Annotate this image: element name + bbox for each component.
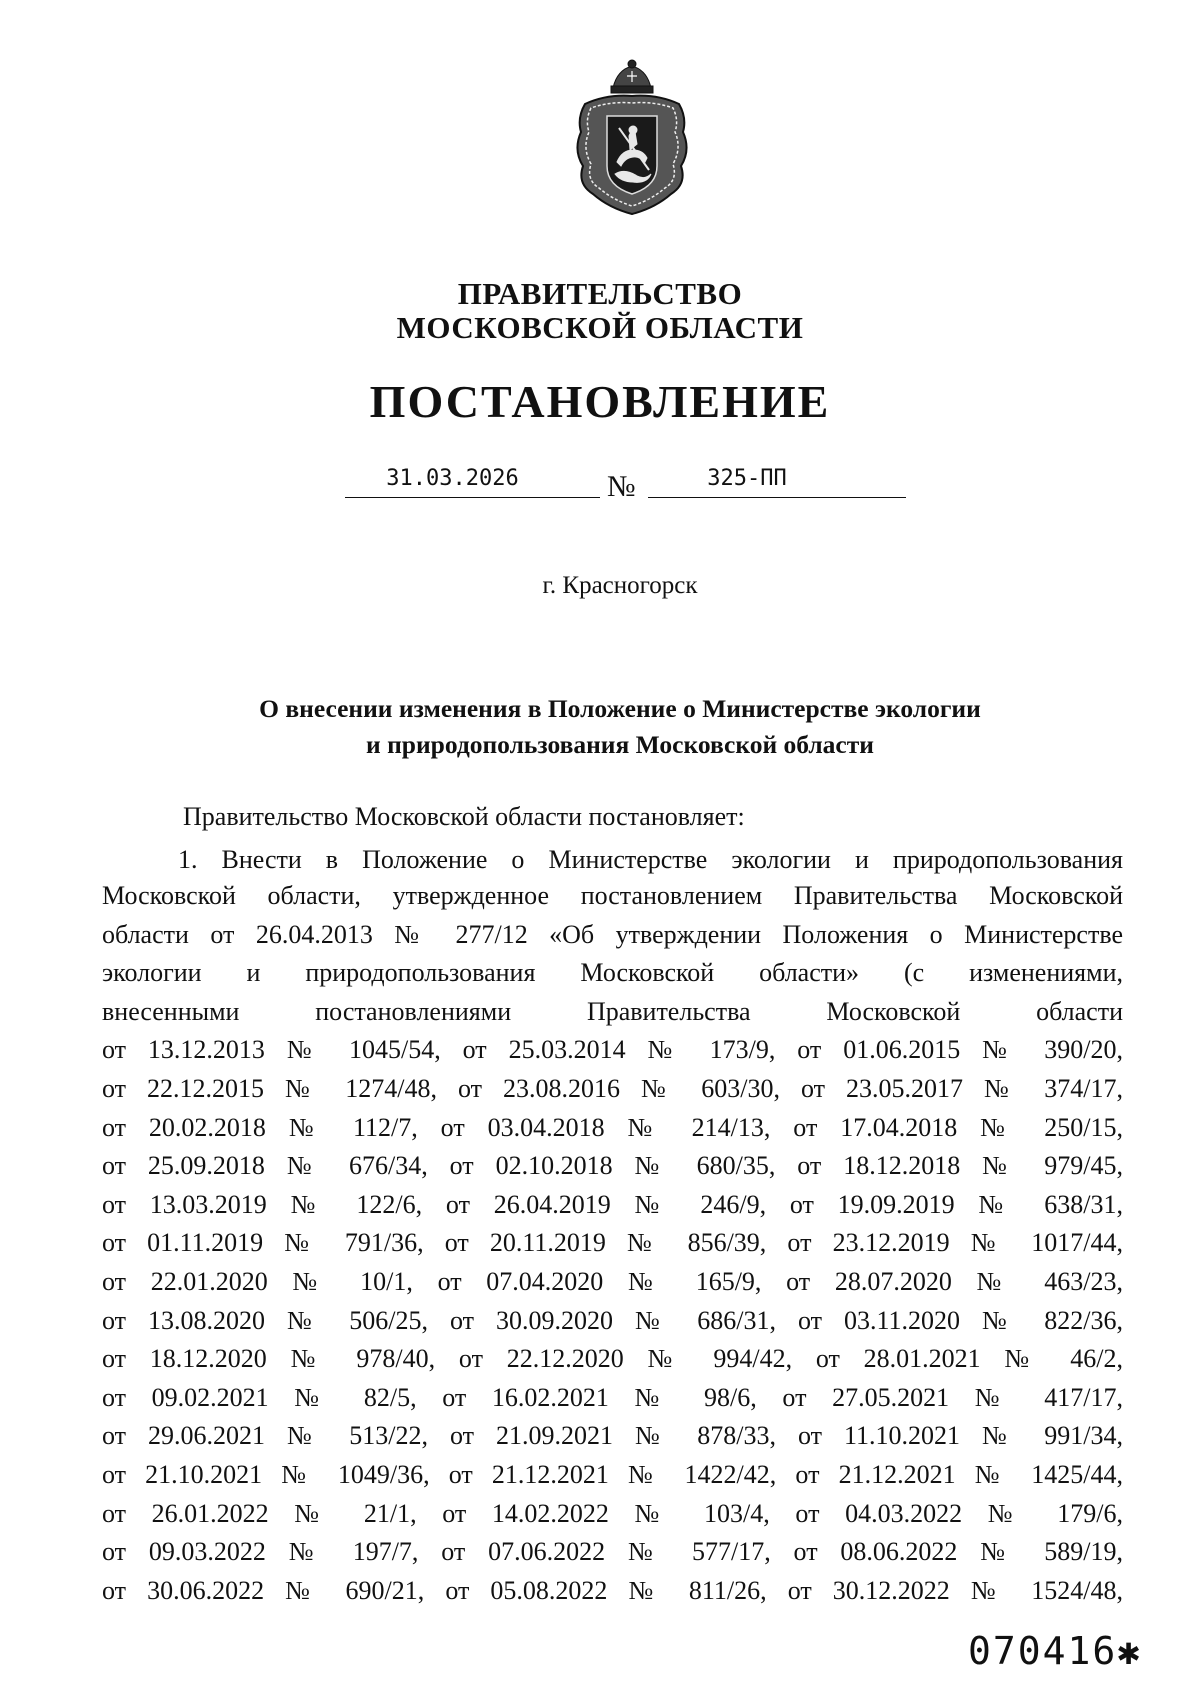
registration-number-sign: № bbox=[607, 470, 636, 503]
body-line: экологии и природопользования Московской области» (с изменениями, bbox=[102, 958, 1123, 988]
body-line: от 13.12.2013 № 1045/54, от 25.03.2014 № 173/9, от 01.06.2015 № 390/20, bbox=[102, 1035, 1123, 1065]
serial-mark-icon: ✱ bbox=[1117, 1629, 1143, 1673]
serial-number bbox=[968, 1629, 1142, 1673]
subject-line-2: и природопользования Московской области bbox=[366, 730, 874, 759]
document-type-title: ПОСТАНОВЛЕНИЕ bbox=[369, 376, 831, 427]
body-line: от 13.03.2019 № 122/6, от 26.04.2019 № 246/9, от 19.09.2019 № 638/31, bbox=[102, 1189, 1123, 1219]
subject-line-1: О внесении изменения в Положение о Министерстве экологии bbox=[259, 694, 981, 723]
body-line: от 29.06.2021 № 513/22, от 21.09.2021 № 878/33, от 11.10.2021 № 991/34, bbox=[102, 1421, 1123, 1451]
body-line: от 22.12.2015 № 1274/48, от 23.08.2016 № 603/30, от 23.05.2017 № 374/17, bbox=[102, 1073, 1123, 1103]
body-line: от 01.11.2019 № 791/36, от 20.11.2019 № 856/39, от 23.12.2019 № 1017/44, bbox=[102, 1228, 1123, 1258]
registration-date: 31.03.2026 bbox=[345, 466, 600, 498]
body-line: от 20.02.2018 № 112/7, от 03.04.2018 № 214/13, от 17.04.2018 № 250/15, bbox=[102, 1112, 1123, 1142]
body-text bbox=[102, 877, 1123, 1610]
coat-of-arms-icon bbox=[567, 58, 697, 220]
registration-number: 325-ПП bbox=[648, 466, 906, 498]
body-line: от 21.10.2021 № 1049/36, от 21.12.2021 № 1422/42, от 21.12.2021 № 1425/44, bbox=[102, 1459, 1123, 1489]
intro-sentence: Правительство Московской области постановляет: bbox=[183, 802, 745, 831]
body-line: от 18.12.2020 № 978/40, от 22.12.2020 № 994/42, от 28.01.2021 № 46/2, bbox=[102, 1344, 1123, 1374]
body-line: от 09.02.2021 № 82/5, от 16.02.2021 № 98/6, от 27.05.2021 № 417/17, bbox=[102, 1382, 1123, 1412]
body-line: от 09.03.2022 № 197/7, от 07.06.2022 № 577/17, от 08.06.2022 № 589/19, bbox=[102, 1537, 1123, 1567]
body-line: от 22.01.2020 № 10/1, от 07.04.2020 № 165/9, от 28.07.2020 № 463/23, bbox=[102, 1266, 1123, 1296]
body-line: внесенными постановлениями Правительства Московской области bbox=[102, 996, 1123, 1026]
body-line: Московской области, утвержденное постановлением Правительства Московской bbox=[102, 881, 1123, 910]
body-line: от 13.08.2020 № 506/25, от 30.09.2020 № 686/31, от 03.11.2020 № 822/36, bbox=[102, 1305, 1123, 1335]
body-line: от 26.01.2022 № 21/1, от 14.02.2022 № 103/4, от 04.03.2022 № 179/6, bbox=[102, 1498, 1123, 1528]
body-line: от 25.09.2018 № 676/34, от 02.10.2018 № 680/35, от 18.12.2018 № 979/45, bbox=[102, 1151, 1123, 1181]
body-line: области от 26.04.2013 № 277/12 «Об утверждении Положения о Министерстве bbox=[102, 919, 1123, 949]
paragraph-1-first-line: 1. Внести в Положение о Министерстве экологии и природопользования bbox=[178, 845, 1123, 874]
serial-number-digits: 070416 bbox=[968, 1629, 1118, 1673]
government-name-line-1: ПРАВИТЕЛЬСТВО bbox=[457, 276, 743, 311]
body-line: от 30.06.2022 № 690/21, от 05.08.2022 № 811/26, от 30.12.2022 № 1524/48, bbox=[102, 1575, 1123, 1605]
issue-city: г. Красногорск bbox=[542, 572, 698, 599]
government-name-line-2: МОСКОВСКОЙ ОБЛАСТИ bbox=[396, 310, 804, 345]
